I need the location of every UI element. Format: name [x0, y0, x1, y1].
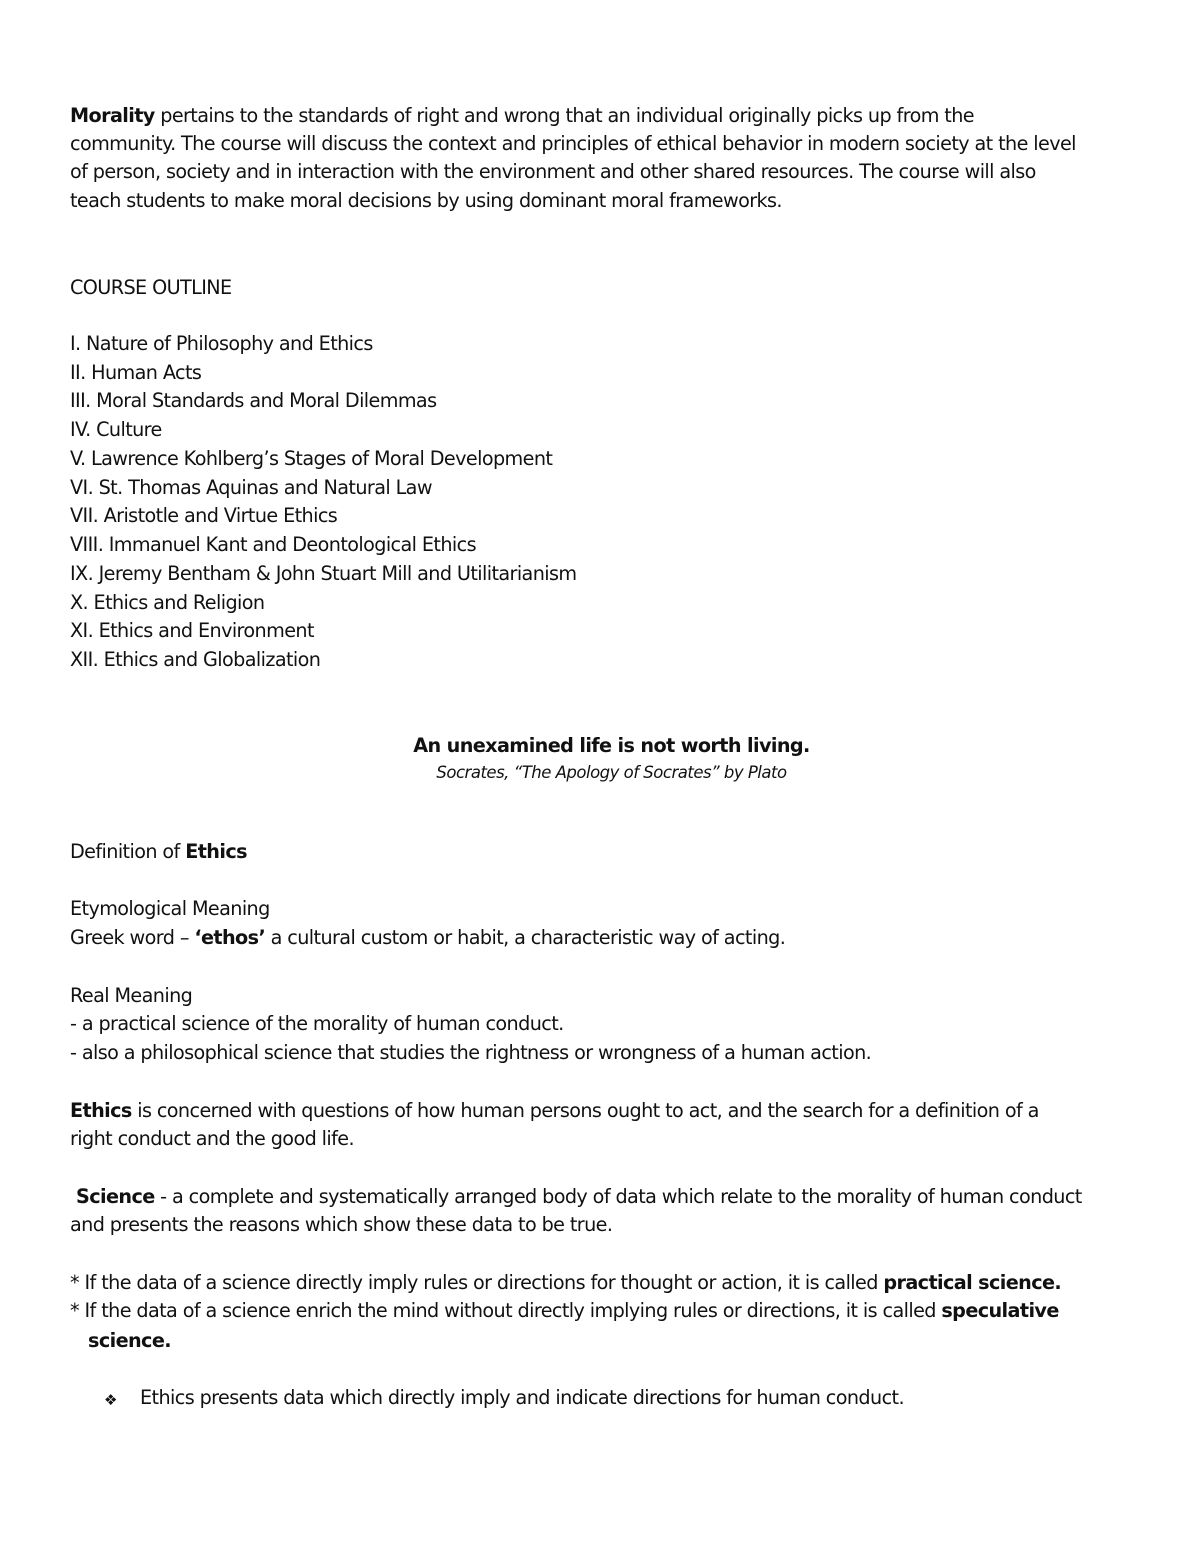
morality-term: Morality: [70, 104, 155, 127]
outline-item: XI. Ethics and Environment: [70, 619, 314, 642]
ethics-para-line-1: Ethics is concerned with questions of how human persons ought to act, and the search for a definition of a: [70, 1099, 1039, 1122]
quote-attribution: Socrates, “The Apology of Socrates” by Plato: [436, 763, 787, 782]
etymological-heading: Etymological Meaning: [70, 897, 270, 920]
outline-item: IX. Jeremy Bentham & John Stuart Mill and Utilitarianism: [70, 562, 577, 585]
outline-item: I. Nature of Philosophy and Ethics: [70, 332, 373, 355]
science-para-line-1: Science - a complete and systematically arranged body of data which relate to the morality of human conduct: [76, 1185, 1082, 1208]
real-meaning-item: - also a philosophical science that studies the rightness or wrongness of a human action.: [70, 1041, 872, 1064]
intro-line-3: of person, society and in interaction with the environment and other shared resources. The course will also: [70, 160, 1036, 183]
outline-item: VIII. Immanuel Kant and Deontological Ethics: [70, 533, 476, 556]
speculative-science-note-cont: science.: [88, 1329, 171, 1352]
outline-item: II. Human Acts: [70, 361, 202, 384]
science-para-line-2: and presents the reasons which show these data to be true.: [70, 1213, 613, 1236]
real-meaning-item: - a practical science of the morality of human conduct.: [70, 1012, 564, 1035]
diamond-bullet-icon: ❖: [104, 1391, 118, 1409]
speculative-science-note: * If the data of a science enrich the mind without directly implying rules or directions, it is called speculative: [70, 1299, 1059, 1322]
outline-item: XII. Ethics and Globalization: [70, 648, 321, 671]
etymological-meaning: Greek word – ‘ethos’ a cultural custom or habit, a characteristic way of acting.: [70, 926, 786, 949]
intro-line-4: teach students to make moral decisions by using dominant moral frameworks.: [70, 189, 782, 212]
outline-item: VI. St. Thomas Aquinas and Natural Law: [70, 476, 432, 499]
real-meaning-heading: Real Meaning: [70, 984, 193, 1007]
definition-heading: Definition of Ethics: [70, 840, 247, 863]
practical-science-note: * If the data of a science directly imply rules or directions for thought or action, it is called practical science.: [70, 1271, 1062, 1294]
outline-item: VII. Aristotle and Virtue Ethics: [70, 504, 338, 527]
socrates-quote: An unexamined life is not worth living.: [413, 734, 810, 757]
intro-line-2: community. The course will discuss the context and principles of ethical behavior in modern society at the level: [70, 132, 1076, 155]
intro-line-1: Morality pertains to the standards of right and wrong that an individual originally picks up from the: [70, 104, 974, 127]
outline-item: V. Lawrence Kohlberg’s Stages of Moral Development: [70, 447, 553, 470]
course-outline-heading: COURSE OUTLINE: [70, 276, 232, 299]
outline-item: IV. Culture: [70, 418, 162, 441]
bullet-text: Ethics presents data which directly imply and indicate directions for human conduct.: [140, 1386, 904, 1409]
ethics-para-line-2: right conduct and the good life.: [70, 1127, 354, 1150]
outline-item: III. Moral Standards and Moral Dilemmas: [70, 389, 437, 412]
outline-item: X. Ethics and Religion: [70, 591, 265, 614]
